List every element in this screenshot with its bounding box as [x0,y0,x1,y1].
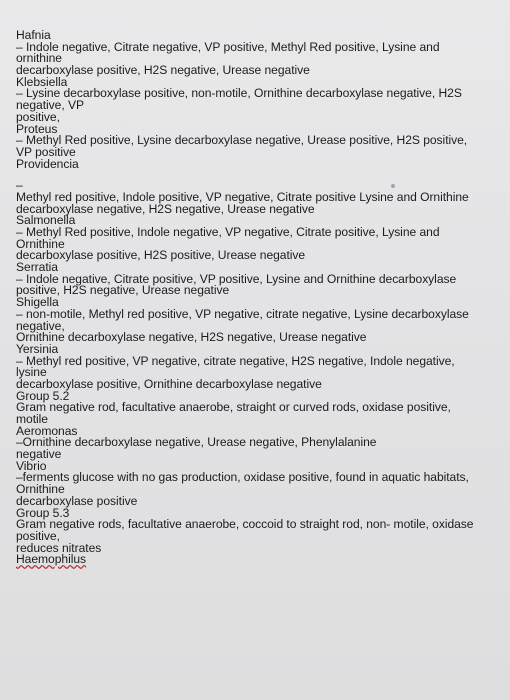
text-line: positive, H2S negative, Urease negative [16,283,230,298]
text-line: – Methyl Red positive, Indole negative, VP negative, Citrate positive, Lysine and [16,225,440,239]
text-line: Ornithine decarboxylase negative, H2S negative, Urease negative [16,330,367,345]
notes-text [16,30,498,566]
text-line: – Methyl red positive, VP negative, citrate negative, H2S negative, Indole negative, [16,353,455,368]
text-line: –Ornithine decarboxylase negative, Urease negative, Phenylalanine [16,435,377,450]
text-line: reduces nitrates [16,540,102,555]
text-line: Gram negative rod, facultative anaerobe, straight or curved rods, oxidase positive, [16,400,451,415]
text-line: Ornithine [16,482,65,497]
genus-heading: Hafnia [16,28,51,42]
text-line: decarboxylase positive [16,493,138,508]
text-line: ornithine [16,51,62,66]
text-line: negative, [16,318,65,333]
text-line: positive, [16,528,60,543]
genus-heading: Yersinia [16,341,59,356]
text-line: VP positive [16,144,76,159]
text-line: decarboxylase positive, H2S positive, Urease negative [16,248,306,263]
text-line: negative [16,447,62,462]
text-line: – Indole negative, Citrate negative, VP positive, Methyl Red positive, Lysine and [16,39,440,54]
genus-heading: Klebsiella [16,74,68,89]
genus-heading: Aeromonas [16,423,78,438]
group-heading: Group 5.2 [16,388,70,403]
text-line: Methyl red positive, Indole positive, VP negative, Citrate positive Lysine and Ornithine [16,189,469,204]
spacer [16,170,498,180]
text-line: Ornithine [16,236,65,251]
ink-dot [391,184,395,188]
text-line: – Indole negative, Citrate positive, VP positive, Lysine and Ornithine decarboxylase [16,271,457,286]
genus-heading: Haemophilus [16,552,87,567]
text-line: lysine [16,365,47,380]
text-line: – Methyl Red positive, Lysine decarboxylase negative, Urease positive, H2S positive, [16,133,468,148]
genus-heading: Shigella [16,295,59,310]
text-line: decarboxylase positive, H2S negative, Urease negative [16,63,310,78]
text-line: –ferments glucose with no gas production, oxidase positive, found in aquatic habitats, [16,470,469,485]
text-line: Gram negative rods, facultative anaerobe, coccoid to straight rod, non- motile, oxidase [16,517,474,532]
genus-heading: Serratia [16,260,58,275]
text-line: decarboxylase positive, Ornithine decarboxylase negative [16,376,322,391]
text-line: decarboxylase negative, H2S negative, Urease negative [16,201,315,216]
text-line: – [16,178,23,193]
genus-heading: Vibrio [16,458,47,473]
text-line: positive, [16,109,60,124]
text-line: – non-motile, Methyl red positive, VP negative, citrate negative, Lysine decarboxylase [16,306,469,321]
genus-heading: Salmonella [16,213,76,228]
genus-heading: Providencia [16,156,79,171]
text-line: negative, VP [16,98,84,113]
text-line: – Lysine decarboxylase positive, non-motile, Ornithine decarboxylase negative, H2S [16,86,462,101]
group-heading: Group 5.3 [16,505,70,520]
genus-heading: Proteus [16,121,58,136]
text-line: motile [16,412,48,426]
